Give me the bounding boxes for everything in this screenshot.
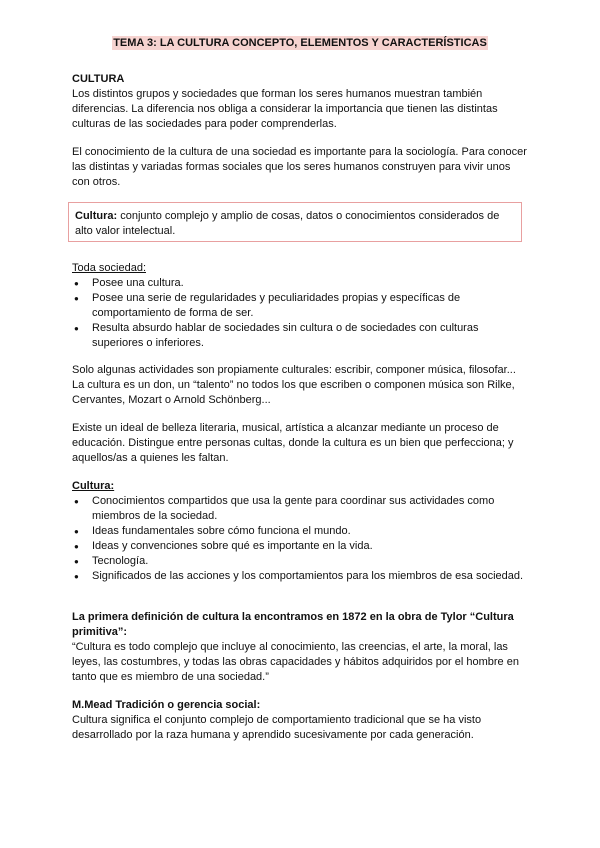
definition-callout <box>68 202 522 242</box>
document-title: TEMA 3: LA CULTURA CONCEPTO, ELEMENTOS Y CARACTERÍSTICAS <box>113 37 487 49</box>
list-item: ● Resulta absurdo hablar de sociedades sin cultura o de sociedades con culturas superiores o inferiores. <box>72 321 528 351</box>
list-item: ● Posee una serie de regularidades y peculiaridades propias y específicas de comportamiento de forma de ser. <box>72 291 528 321</box>
paragraph-2: El conocimiento de la cultura de una sociedad es importante para la sociología. Para conocer las distintas y variadas formas sociales que los seres humanos construyen para vivir unos con otros. <box>72 146 527 188</box>
callout-definition: conjunto complejo y amplio de cosas, datos o conocimientos considerados de alto valor intelectual. <box>75 210 500 237</box>
list-item: ● Ideas fundamentales sobre cómo funciona el mundo. <box>72 524 528 539</box>
section-mead <box>72 698 528 743</box>
section-heading: CULTURA <box>72 73 125 85</box>
list-item: ● Posee una cultura. <box>72 276 528 291</box>
list-item: ● Ideas y convenciones sobre qué es importante en la vida. <box>72 539 528 554</box>
quote: “Cultura es todo complejo que incluye al conocimiento, las creencias, el arte, la moral, las leyes, las costumbres, y todas las obras capacidades y hábitos adquiridos por el hombre en tanto que es miembro de una sociedad.” <box>72 641 519 683</box>
list-label: Cultura: <box>72 480 115 492</box>
section-cultura <box>72 72 528 132</box>
section-heading: M.Mead Tradición o gerencia social: <box>72 699 261 711</box>
list-label: Toda sociedad: <box>72 262 146 274</box>
paragraph-3: Solo algunas actividades son propiamente culturales: escribir, componer música, filosofar... La cultura es un don, un “talento” no todos los que escriben o componen música son Rilke, Cervantes, Mozart o Arnold Schönberg... <box>72 364 516 406</box>
section-cultura-list <box>72 479 528 584</box>
section-toda-sociedad <box>72 261 528 351</box>
bullet-list <box>72 494 528 584</box>
callout-term: Cultura: <box>75 210 118 222</box>
section-tylor <box>72 610 528 685</box>
list-item: ● Tecnología. <box>72 554 528 569</box>
paragraph: Cultura significa el conjunto complejo de comportamiento tradicional que se ha visto desarrollado por la raza humana y aprendido sucesivamente por cada generación. <box>72 714 482 741</box>
paragraph-4: Existe un ideal de belleza literaria, musical, artística a alcanzar mediante un proceso de educación. Distingue entre personas cultas, donde la cultura es un bien que perfecciona; y aquellos/as a quienes les faltan. <box>72 422 514 464</box>
bullet-list <box>72 276 528 351</box>
list-item: ● Significados de las acciones y los comportamientos para los miembros de esa sociedad. <box>72 569 528 584</box>
paragraph-1: Los distintos grupos y sociedades que forman los seres humanos muestran también diferencias. La diferencia nos obliga a considerar la importancia que tienen las distintas culturas de las sociedades para poder comprenderlas. <box>72 88 498 130</box>
section-heading: La primera definición de cultura la encontramos en 1872 en la obra de Tylor “Cultura primitiva”: <box>72 611 514 638</box>
list-item: ● Conocimientos compartidos que usa la gente para coordinar sus actividades como miembros de la sociedad. <box>72 494 528 524</box>
